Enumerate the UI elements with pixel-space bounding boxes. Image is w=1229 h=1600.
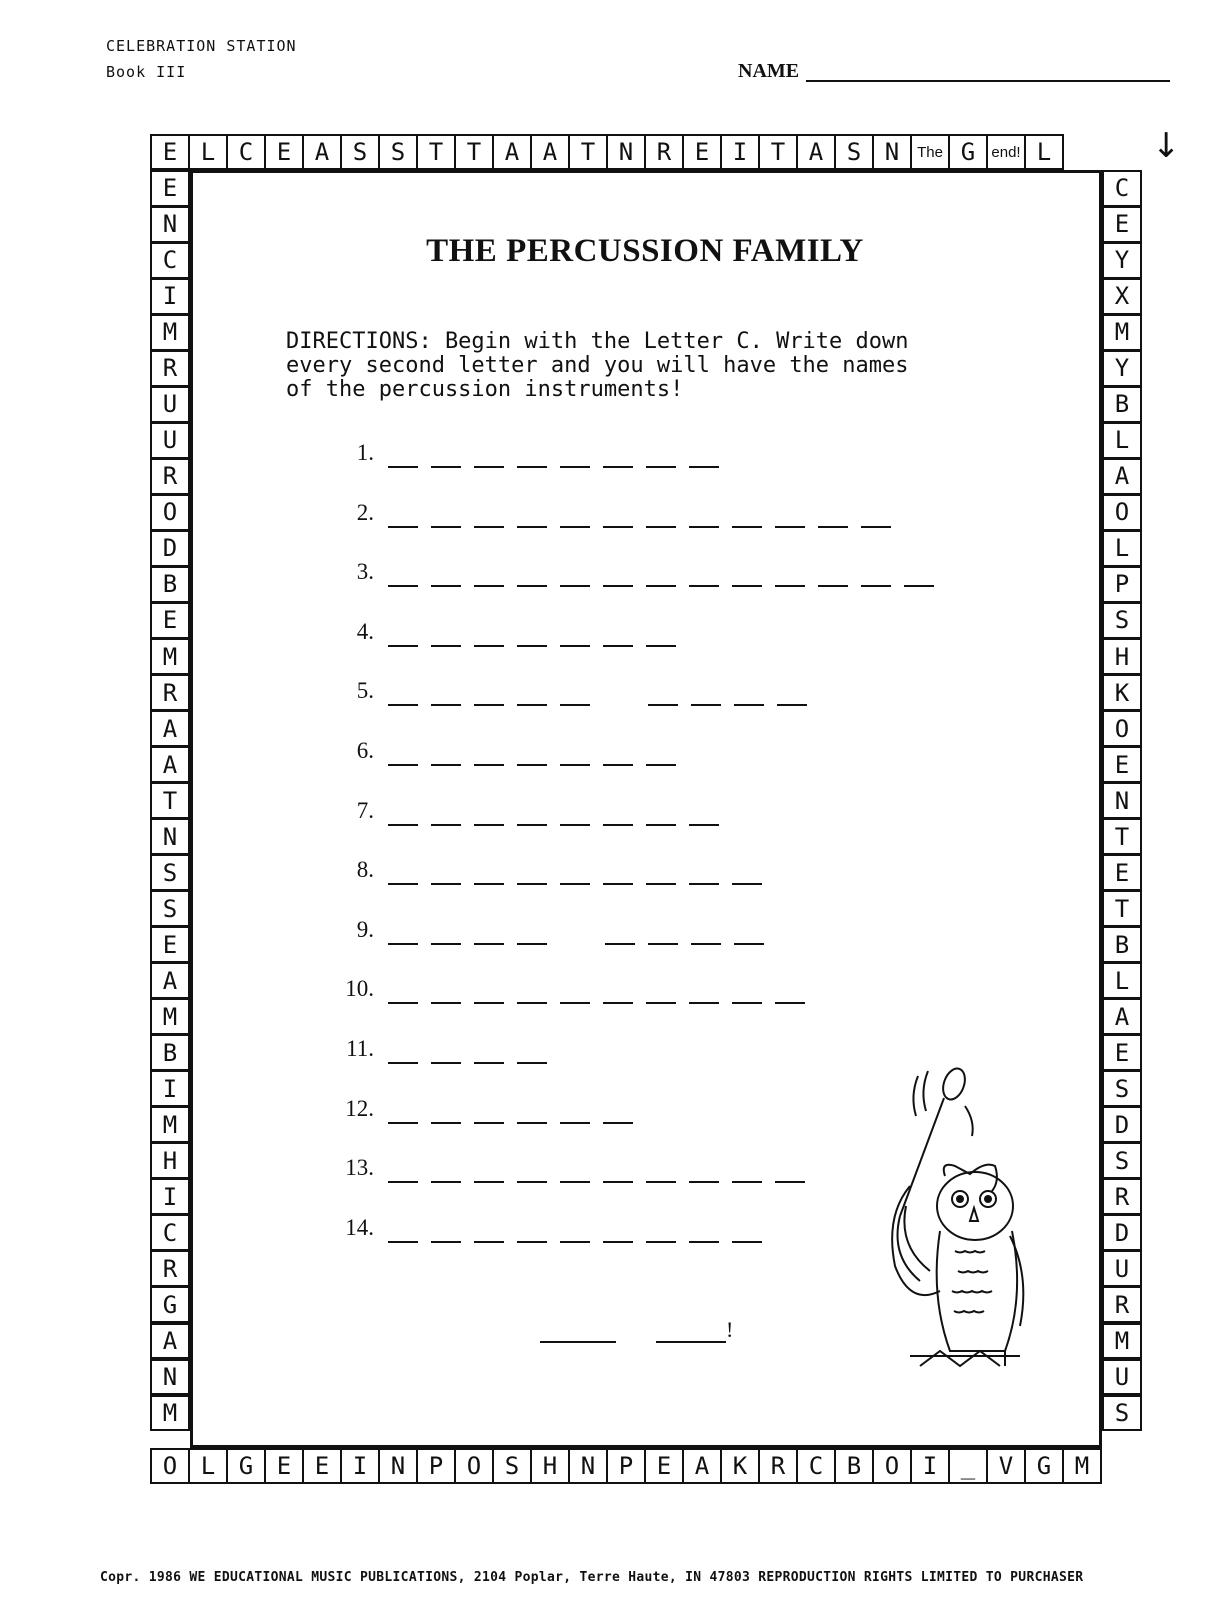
top-letter-cell: S: [834, 134, 874, 170]
right-letter-cell: M: [1102, 314, 1142, 351]
top-letter-cell: T: [568, 134, 608, 170]
bottom-letter-cell: P: [416, 1448, 456, 1484]
letter-blank[interactable]: [431, 1002, 461, 1004]
left-letter-cell: A: [150, 1323, 190, 1360]
bottom-letter-cell: M: [1062, 1448, 1102, 1484]
top-letter-cell: I: [720, 134, 760, 170]
letter-blank[interactable]: [603, 526, 633, 528]
bottom-letter-cell: P: [606, 1448, 646, 1484]
letter-blank[interactable]: [646, 883, 676, 885]
letter-blank[interactable]: [818, 585, 848, 587]
right-letter-cell: S: [1102, 602, 1142, 639]
question-number: 7.: [356, 797, 374, 823]
top-letter-cell: E: [264, 134, 304, 170]
right-letter-cell: C: [1102, 170, 1142, 207]
letter-blank[interactable]: [777, 704, 807, 706]
page-title: THE PERCUSSION FAMILY: [426, 233, 864, 269]
letter-blank[interactable]: [603, 466, 633, 468]
right-letter-cell: M: [1102, 1323, 1142, 1360]
left-letter-cell: G: [150, 1286, 190, 1323]
answer-blanks[interactable]: [388, 764, 676, 766]
left-letter-cell: R: [150, 458, 190, 495]
answer-blanks[interactable]: [388, 883, 762, 885]
letter-blank[interactable]: [560, 526, 590, 528]
letter-blank[interactable]: [560, 764, 590, 766]
letter-blank[interactable]: [691, 704, 721, 706]
left-letter-cell: O: [150, 494, 190, 531]
bottom-letter-cell: L: [188, 1448, 228, 1484]
letter-blank[interactable]: [431, 526, 461, 528]
letter-blank[interactable]: [431, 824, 461, 826]
right-letter-cell: O: [1102, 710, 1142, 747]
top-letter-cell: C: [226, 134, 266, 170]
letter-blank[interactable]: [388, 1002, 418, 1004]
letter-blank[interactable]: [388, 645, 418, 647]
bottom-letter-cell: O: [872, 1448, 912, 1484]
letter-blank[interactable]: [517, 1181, 547, 1183]
letter-blank[interactable]: [689, 1181, 719, 1183]
question-number: 14.: [345, 1214, 374, 1240]
letter-blank[interactable]: [431, 1062, 461, 1064]
letter-blank[interactable]: [560, 824, 590, 826]
answer-blanks[interactable]: [388, 943, 764, 945]
question-number: 8.: [356, 857, 374, 883]
right-letter-column: [1102, 170, 1142, 1431]
copyright-footer: Copr. 1986 WE EDUCATIONAL MUSIC PUBLICATIONS, 2104 Poplar, Terre Haute, IN 47803 REPRODUCTION RIGHTS LIMITED TO PURCHASER: [100, 1570, 1084, 1585]
top-letter-row: [150, 134, 1062, 170]
letter-blank[interactable]: [431, 1241, 461, 1243]
top-letter-cell: A: [302, 134, 342, 170]
answer-blanks[interactable]: [388, 526, 891, 528]
letter-blank[interactable]: [474, 645, 504, 647]
top-letter-cell: E: [150, 134, 190, 170]
top-letter-cell: S: [378, 134, 418, 170]
exclamation-mark: !: [726, 1317, 734, 1342]
top-letter-cell: R: [644, 134, 684, 170]
letter-blank[interactable]: [517, 466, 547, 468]
answer-blanks[interactable]: [388, 1241, 762, 1243]
letter-blank[interactable]: [474, 1241, 504, 1243]
right-letter-cell: Y: [1102, 242, 1142, 279]
letter-blank[interactable]: [732, 585, 762, 587]
question-number: 12.: [345, 1095, 374, 1121]
bottom-letter-cell: R: [758, 1448, 798, 1484]
answer-blanks[interactable]: [388, 1181, 805, 1183]
letter-blank[interactable]: [691, 943, 721, 945]
bottom-letter-cell: C: [796, 1448, 836, 1484]
bottom-letter-cell: _: [948, 1448, 988, 1484]
left-letter-cell: I: [150, 1070, 190, 1107]
bottom-letter-cell: I: [340, 1448, 380, 1484]
letter-blank[interactable]: [474, 1002, 504, 1004]
letter-blank[interactable]: [560, 1181, 590, 1183]
question-number: 13.: [345, 1155, 374, 1181]
question-number: 9.: [356, 916, 374, 942]
answer-blanks[interactable]: [388, 1122, 633, 1124]
left-letter-cell: C: [150, 1214, 190, 1251]
letter-blank[interactable]: [775, 1002, 805, 1004]
letter-blank[interactable]: [689, 585, 719, 587]
letter-blank[interactable]: [646, 1241, 676, 1243]
letter-blank[interactable]: [603, 824, 633, 826]
down-arrow-icon: ↓: [1152, 126, 1181, 166]
letter-blank[interactable]: [603, 1181, 633, 1183]
right-letter-cell: P: [1102, 566, 1142, 603]
right-letter-cell: R: [1102, 1286, 1142, 1323]
letter-blank[interactable]: [560, 1002, 590, 1004]
bottom-letter-cell: I: [910, 1448, 950, 1484]
letter-blank[interactable]: [732, 1181, 762, 1183]
letter-blank[interactable]: [904, 585, 934, 587]
right-letter-cell: B: [1102, 386, 1142, 423]
right-letter-cell: T: [1102, 890, 1142, 927]
top-letter-cell: N: [872, 134, 912, 170]
letter-blank[interactable]: [560, 585, 590, 587]
right-letter-cell: E: [1102, 1034, 1142, 1071]
left-letter-cell: I: [150, 1178, 190, 1215]
letter-blank[interactable]: [517, 1122, 547, 1124]
letter-blank[interactable]: [388, 526, 418, 528]
letter-blank[interactable]: [388, 704, 418, 706]
letter-blank[interactable]: [689, 466, 719, 468]
letter-blank[interactable]: [474, 883, 504, 885]
question-number: 10.: [345, 976, 374, 1002]
answer-blanks[interactable]: [388, 824, 719, 826]
question-number: 4.: [356, 618, 374, 644]
letter-blank[interactable]: [861, 585, 891, 587]
left-letter-cell: N: [150, 206, 190, 243]
letter-blank[interactable]: [689, 1241, 719, 1243]
letter-blank[interactable]: [732, 883, 762, 885]
letter-blank[interactable]: [603, 1122, 633, 1124]
bottom-letter-cell: A: [682, 1448, 722, 1484]
letter-blank[interactable]: [734, 943, 764, 945]
right-letter-cell: U: [1102, 1250, 1142, 1287]
left-letter-cell: M: [150, 1106, 190, 1143]
left-letter-cell: S: [150, 890, 190, 927]
letter-blank[interactable]: [474, 1181, 504, 1183]
left-letter-cell: S: [150, 854, 190, 891]
letter-blank[interactable]: [689, 526, 719, 528]
letter-blank[interactable]: [517, 526, 547, 528]
letter-blank[interactable]: [560, 1122, 590, 1124]
left-letter-cell: A: [150, 746, 190, 783]
right-letter-cell: Y: [1102, 350, 1142, 387]
right-letter-cell: T: [1102, 818, 1142, 855]
letter-blank[interactable]: [689, 1002, 719, 1004]
left-letter-column: [150, 170, 190, 1431]
left-letter-cell: I: [150, 278, 190, 315]
left-letter-cell: U: [150, 386, 190, 423]
left-letter-cell: D: [150, 530, 190, 567]
left-letter-cell: A: [150, 962, 190, 999]
book-volume: Book III: [106, 63, 187, 81]
answer-blanks[interactable]: [388, 1002, 805, 1004]
letter-blank[interactable]: [388, 466, 418, 468]
left-letter-cell: U: [150, 422, 190, 459]
letter-blank[interactable]: [732, 1002, 762, 1004]
letter-blank[interactable]: [646, 824, 676, 826]
left-letter-cell: M: [150, 998, 190, 1035]
letter-blank[interactable]: [734, 704, 764, 706]
right-letter-cell: K: [1102, 674, 1142, 711]
left-letter-cell: R: [150, 350, 190, 387]
letter-blank[interactable]: [517, 645, 547, 647]
right-letter-cell: O: [1102, 494, 1142, 531]
letter-blank[interactable]: [603, 585, 633, 587]
top-letter-cell: S: [340, 134, 380, 170]
top-letter-cell: A: [530, 134, 570, 170]
top-letter-cell: L: [188, 134, 228, 170]
right-letter-cell: U: [1102, 1359, 1142, 1396]
letter-blank[interactable]: [560, 883, 590, 885]
left-letter-cell: B: [150, 1034, 190, 1071]
letter-blank[interactable]: [431, 645, 461, 647]
letter-blank[interactable]: [861, 526, 891, 528]
letter-blank[interactable]: [474, 764, 504, 766]
right-letter-cell: B: [1102, 926, 1142, 963]
letter-blank[interactable]: [646, 585, 676, 587]
bottom-letter-cell: E: [302, 1448, 342, 1484]
answer-blanks[interactable]: [388, 645, 676, 647]
book-series-title: CELEBRATION STATION: [106, 37, 297, 55]
bottom-letter-cell: K: [720, 1448, 760, 1484]
letter-blank[interactable]: [431, 1181, 461, 1183]
letter-blank[interactable]: [431, 883, 461, 885]
answer-blanks[interactable]: [388, 585, 934, 587]
letter-blank[interactable]: [388, 764, 418, 766]
letter-blank[interactable]: [474, 1062, 504, 1064]
letter-blank[interactable]: [431, 585, 461, 587]
letter-blank[interactable]: [646, 466, 676, 468]
letter-blank[interactable]: [517, 1062, 547, 1064]
right-letter-cell: D: [1102, 1214, 1142, 1251]
letter-blank[interactable]: [517, 824, 547, 826]
letter-blank[interactable]: [517, 585, 547, 587]
right-letter-cell: A: [1102, 458, 1142, 495]
letter-blank[interactable]: [560, 466, 590, 468]
question-number: 3.: [356, 559, 374, 585]
letter-blank[interactable]: [603, 883, 633, 885]
final-blank-1[interactable]: [540, 1341, 616, 1343]
bottom-letter-cell: H: [530, 1448, 570, 1484]
letter-blank[interactable]: [648, 704, 678, 706]
letter-blank[interactable]: [689, 824, 719, 826]
question-number: 2.: [356, 499, 374, 525]
right-letter-cell: S: [1102, 1070, 1142, 1107]
letter-blank[interactable]: [603, 645, 633, 647]
letter-blank[interactable]: [646, 764, 676, 766]
top-letter-cell: A: [796, 134, 836, 170]
right-letter-cell: E: [1102, 854, 1142, 891]
letter-blank[interactable]: [517, 943, 547, 945]
letter-blank[interactable]: [388, 1241, 418, 1243]
letter-blank[interactable]: [431, 1122, 461, 1124]
left-letter-cell: T: [150, 782, 190, 819]
letter-blank[interactable]: [646, 526, 676, 528]
right-letter-cell: E: [1102, 746, 1142, 783]
right-letter-cell: S: [1102, 1142, 1142, 1179]
bottom-letter-cell: O: [150, 1448, 190, 1484]
bottom-letter-cell: E: [644, 1448, 684, 1484]
bottom-letter-cell: G: [226, 1448, 266, 1484]
top-letter-cell: E: [682, 134, 722, 170]
letter-blank[interactable]: [646, 645, 676, 647]
top-letter-cell: The: [910, 134, 950, 170]
letter-blank[interactable]: [732, 1241, 762, 1243]
letter-blank[interactable]: [775, 1181, 805, 1183]
letter-blank[interactable]: [517, 883, 547, 885]
bottom-letter-cell: O: [454, 1448, 494, 1484]
answer-blanks[interactable]: [388, 466, 719, 468]
right-letter-cell: R: [1102, 1178, 1142, 1215]
letter-blank[interactable]: [431, 704, 461, 706]
letter-blank[interactable]: [431, 943, 461, 945]
letter-blank[interactable]: [517, 704, 547, 706]
letter-blank[interactable]: [388, 1181, 418, 1183]
letter-blank[interactable]: [388, 943, 418, 945]
right-letter-cell: L: [1102, 422, 1142, 459]
letter-blank[interactable]: [603, 764, 633, 766]
name-input-line[interactable]: [806, 80, 1170, 82]
letter-blank[interactable]: [517, 764, 547, 766]
left-letter-cell: E: [150, 926, 190, 963]
left-letter-cell: N: [150, 818, 190, 855]
right-letter-cell: A: [1102, 998, 1142, 1035]
letter-blank[interactable]: [517, 1241, 547, 1243]
right-letter-cell: X: [1102, 278, 1142, 315]
letter-blank[interactable]: [474, 943, 504, 945]
left-letter-cell: E: [150, 170, 190, 207]
letter-blank[interactable]: [474, 704, 504, 706]
left-letter-cell: H: [150, 1142, 190, 1179]
final-answer[interactable]: [540, 1317, 733, 1343]
bottom-letter-cell: N: [378, 1448, 418, 1484]
letter-blank[interactable]: [689, 883, 719, 885]
letter-blank[interactable]: [388, 585, 418, 587]
left-letter-cell: R: [150, 1250, 190, 1287]
bottom-letter-cell: N: [568, 1448, 608, 1484]
letter-blank[interactable]: [603, 1241, 633, 1243]
question-number: 5.: [356, 678, 374, 704]
bottom-letter-cell: B: [834, 1448, 874, 1484]
right-letter-cell: L: [1102, 962, 1142, 999]
top-letter-cell: end!: [986, 134, 1026, 170]
left-letter-cell: M: [150, 314, 190, 351]
letter-blank[interactable]: [431, 466, 461, 468]
name-label: NAME: [738, 60, 800, 82]
letter-blank[interactable]: [388, 824, 418, 826]
bottom-letter-cell: S: [492, 1448, 532, 1484]
owl-conductor-icon: [880, 1066, 1040, 1386]
letter-blank[interactable]: [560, 645, 590, 647]
answer-blanks[interactable]: [388, 704, 807, 706]
letter-blank[interactable]: [474, 824, 504, 826]
letter-blank[interactable]: [775, 585, 805, 587]
top-letter-cell: N: [606, 134, 646, 170]
letter-blank[interactable]: [388, 1122, 418, 1124]
letter-blank[interactable]: [775, 526, 805, 528]
right-letter-cell: S: [1102, 1395, 1142, 1432]
left-letter-cell: C: [150, 242, 190, 279]
right-letter-cell: H: [1102, 638, 1142, 675]
right-letter-cell: D: [1102, 1106, 1142, 1143]
top-letter-cell: A: [492, 134, 532, 170]
letter-blank[interactable]: [474, 526, 504, 528]
question-number: 11.: [346, 1036, 374, 1061]
bottom-letter-cell: E: [264, 1448, 304, 1484]
top-letter-cell: T: [454, 134, 494, 170]
letter-blank[interactable]: [388, 883, 418, 885]
left-letter-cell: R: [150, 674, 190, 711]
right-letter-cell: E: [1102, 206, 1142, 243]
left-letter-cell: M: [150, 1395, 190, 1432]
letter-blank[interactable]: [605, 943, 635, 945]
letter-blank[interactable]: [646, 1181, 676, 1183]
letter-blank[interactable]: [648, 943, 678, 945]
top-letter-cell: T: [758, 134, 798, 170]
final-blank-2[interactable]: [656, 1341, 726, 1343]
bottom-letter-row: [150, 1448, 1100, 1484]
letter-blank[interactable]: [818, 526, 848, 528]
right-letter-cell: L: [1102, 530, 1142, 567]
left-letter-cell: B: [150, 566, 190, 603]
letter-blank[interactable]: [431, 764, 461, 766]
question-number: 6.: [356, 738, 374, 763]
top-letter-cell: G: [948, 134, 988, 170]
letter-blank[interactable]: [603, 1002, 633, 1004]
directions-text: DIRECTIONS: Begin with the Letter C. Write down every second letter and you will have the names of the percussion instruments!: [286, 329, 909, 402]
letter-blank[interactable]: [732, 526, 762, 528]
left-letter-cell: E: [150, 602, 190, 639]
answer-blanks[interactable]: [388, 1062, 547, 1064]
top-letter-cell: L: [1024, 134, 1064, 170]
right-letter-cell: N: [1102, 782, 1142, 819]
top-letter-cell: T: [416, 134, 456, 170]
left-letter-cell: A: [150, 710, 190, 747]
letter-blank[interactable]: [560, 704, 590, 706]
letter-blank[interactable]: [646, 1002, 676, 1004]
question-number: 1.: [356, 440, 374, 465]
left-letter-cell: N: [150, 1359, 190, 1396]
bottom-letter-cell: V: [986, 1448, 1026, 1484]
letter-blank[interactable]: [560, 1241, 590, 1243]
letter-blank[interactable]: [474, 466, 504, 468]
letter-blank[interactable]: [517, 1002, 547, 1004]
letter-blank[interactable]: [474, 1122, 504, 1124]
letter-blank[interactable]: [388, 1062, 418, 1064]
letter-blank[interactable]: [474, 585, 504, 587]
bottom-letter-cell: G: [1024, 1448, 1064, 1484]
left-letter-cell: M: [150, 638, 190, 675]
